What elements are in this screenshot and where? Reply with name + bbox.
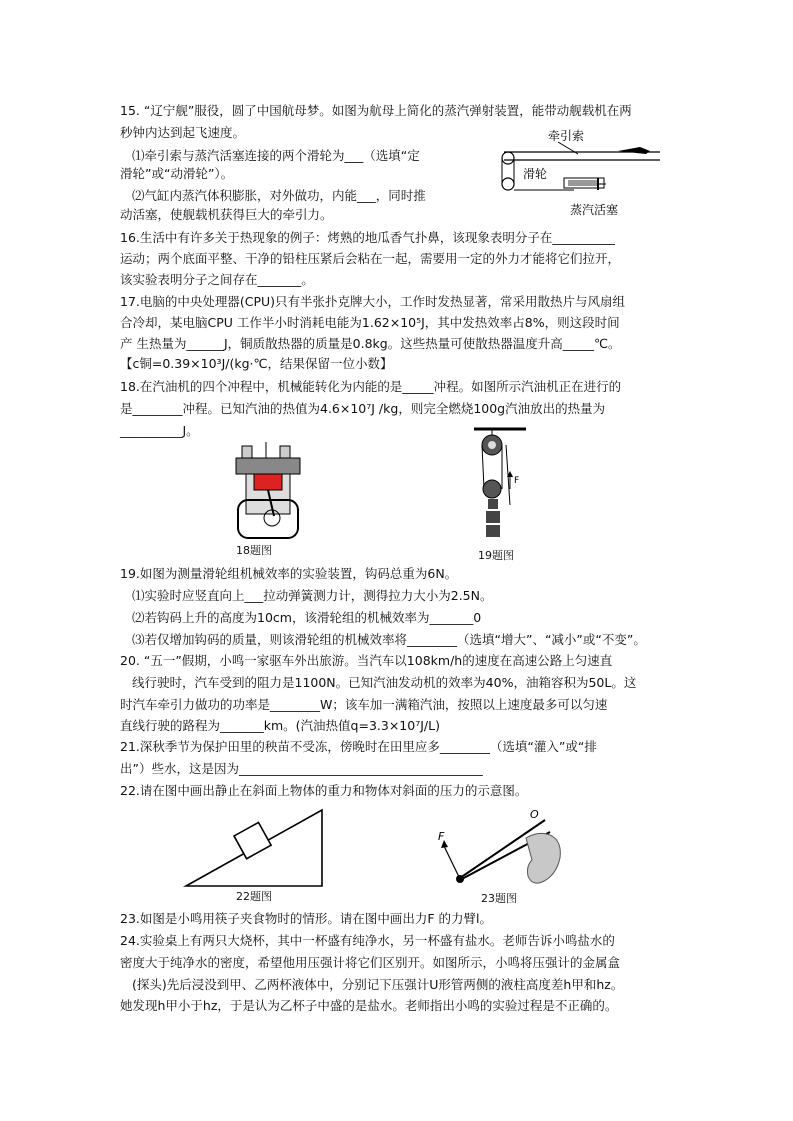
q22-line-1: 22.请在图中画出静止在斜面上物体的重力和物体对斜面的压力的示意图。 bbox=[120, 783, 528, 798]
q17-line-2: 合冷却，某电脑CPU 工作半小时消耗电能为1.62×10⁵J，其中发热效率占8%，则这段时间 bbox=[120, 315, 620, 330]
q19-line-3: ⑵若钩码上升的高度为10cm，该滑轮组的机械效率为_______0 bbox=[132, 610, 482, 625]
piston-label: 蒸汽活塞 bbox=[570, 203, 619, 217]
q20-line-4: 直线行驶的路程为_______km。(汽油热值q=3.3×10⁷J/L) bbox=[120, 718, 440, 733]
fig19-caption: 19题图 bbox=[478, 549, 514, 562]
engine-figure bbox=[228, 440, 308, 544]
q15-line-4: 滑轮”或“动滑轮”）。 bbox=[120, 166, 234, 181]
fig18-caption: 18题图 bbox=[236, 544, 272, 557]
q15-line-3: ⑴牵引索与蒸汽活塞连接的两个滑轮为___（选填“定 bbox=[132, 148, 420, 163]
q19-line-1: 19.如图为测量滑轮组机械效率的实验装置，钩码总重为6N。 bbox=[120, 566, 458, 581]
q18-line-2: 是________冲程。已知汽油的热值为4.6×10⁷J /kg，则完全燃烧100g汽油放出的热量为 bbox=[120, 401, 606, 416]
q21-line-2: 出”）些水，这是因为_______________________________________ bbox=[120, 761, 483, 776]
fig22-caption: 22题图 bbox=[236, 890, 272, 903]
pulley-set-figure bbox=[470, 425, 530, 549]
q15-line-5: ⑵气缸内蒸汽体积膨胀，对外做功，内能___，同时推 bbox=[132, 188, 426, 203]
q24-line-3: (探头)先后浸没到甲、乙两杯液体中，分别记下压强计U形管两侧的液柱高度差h甲和hz。 bbox=[132, 977, 624, 992]
q20-line-2: 线行驶时，汽车受到的阻力是1100N。已知汽油发动机的效率为40%，油箱容积为50L。这 bbox=[132, 675, 637, 690]
q24-line-1: 24.实验桌上有两只大烧杯，其中一杯盛有纯净水，另一杯盛有盐水。老师告诉小鸣盐水的 bbox=[120, 933, 615, 948]
q18-line-3: __________J。 bbox=[120, 423, 199, 438]
q19-line-4: ⑶若仅增加钩码的质量，则该滑轮组的机械效率将________（选填“增大”、“减小”或“不变”。 bbox=[132, 632, 646, 647]
rope-label: 牵引索 bbox=[548, 129, 585, 143]
q15-line-2: 秒钟内达到起飞速度。 bbox=[120, 125, 246, 140]
q16-line-3: 该实验表明分子之间存在_______。 bbox=[120, 272, 314, 287]
pulley-label: 滑轮 bbox=[523, 167, 548, 181]
pulley-force-label: F bbox=[514, 476, 520, 486]
force-F-label: F bbox=[438, 830, 445, 843]
q17-line-3: 产 生热量为______J，铜质散热器的质量是0.8kg。这些热量可使散热器温度升高_____℃。 bbox=[120, 336, 621, 351]
q21-line-1: 21.深秋季节为保护田里的秧苗不受冻，傍晚时在田里应多________（选填“灌入”或“排 bbox=[120, 739, 597, 754]
q20-line-3: 时汽车牵引力做功的功率是________W；该车加一满箱汽油，按照以上速度最多可以匀速 bbox=[120, 697, 608, 712]
fig23-caption: 23题图 bbox=[481, 892, 517, 905]
q20-line-1: 20. “五一”假期，小鸣一家驱车外出旅游。当汽车以108km/h的速度在高速公路上匀速直 bbox=[120, 653, 613, 668]
q16-line-1: 16.生活中有许多关于热现象的例子：烤熟的地瓜香气扑鼻，该现象表明分子在__________ bbox=[120, 230, 615, 245]
q17-line-4: 【c铜=0.39×10³J/(kg·℃，结果保留一位小数】 bbox=[120, 356, 393, 371]
q17-line-1: 17.电脑的中央处理器(CPU)只有半张扑克牌大小，工作时发热显著，常采用散热片与风扇组 bbox=[120, 294, 626, 309]
q15-line-6: 动活塞，使舰载机获得巨大的牵引力。 bbox=[120, 207, 333, 222]
pivot-O-label: O bbox=[530, 808, 539, 821]
catapult-figure bbox=[478, 124, 674, 222]
q19-line-2: ⑴实验时应竖直向上___拉动弹簧测力计，测得拉力大小为2.5N。 bbox=[132, 588, 493, 603]
incline-figure bbox=[182, 806, 328, 890]
q24-line-2: 密度大于纯净水的密度，希望他用压强计将它们区别开。如图所示，小鸣将压强计的金属盒 bbox=[120, 955, 621, 970]
q16-line-2: 运动；两个底面平整、干净的铅柱压紧后会粘在一起，需要用一定的外力才能将它们拉开， bbox=[120, 251, 621, 266]
chopsticks-figure bbox=[430, 808, 570, 894]
q24-line-4: 她发现h甲小于hz，于是认为乙杯子中盛的是盐水。老师指出小鸣的实验过程是不正确的。 bbox=[120, 998, 618, 1013]
q18-line-1: 18.在汽油机的四个冲程中，机械能转化为内能的是_____冲程。如图所示汽油机正在进行的 bbox=[120, 379, 622, 394]
q23-line-1: 23.如图是小鸣用筷子夹食物时的情形。请在图中画出力F 的力臂l。 bbox=[120, 911, 493, 926]
q15-line-1: 15. “辽宁舰”服役，圆了中国航母梦。如图为航母上简化的蒸汽弹射装置，能带动舰载机在两 bbox=[120, 103, 632, 118]
